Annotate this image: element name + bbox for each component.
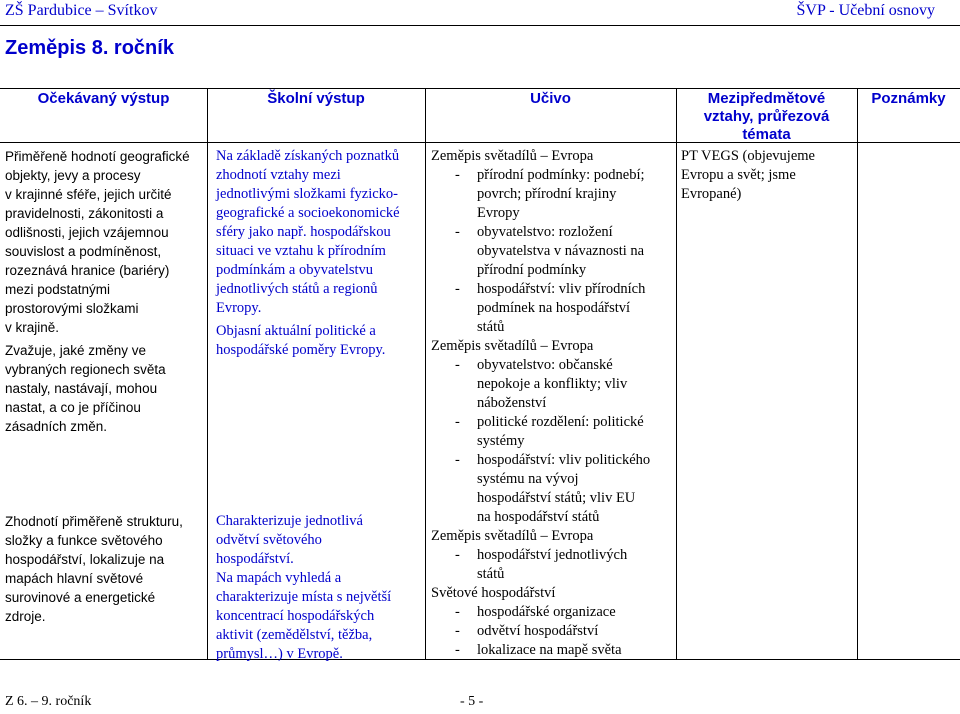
list-item: obyvatelstvo: rozložení bbox=[477, 224, 613, 240]
cross-curricular-cell bbox=[681, 147, 856, 204]
column-divider bbox=[857, 88, 858, 659]
text-line: odvětví světového bbox=[216, 532, 322, 548]
table-top-border bbox=[0, 88, 960, 89]
text-line: pravidelnosti, zákonitosti a bbox=[5, 206, 164, 221]
text-line: vybraných regionech světa bbox=[5, 362, 166, 377]
school-output-cell bbox=[216, 512, 424, 664]
list-item: hospodářství: vliv přírodních bbox=[477, 281, 646, 297]
text-line: PT VEGS (objevujeme bbox=[681, 148, 815, 164]
text-line: Zvažuje, jaké změny ve bbox=[5, 343, 147, 358]
text-line: hospodářství, lokalizuje na bbox=[5, 552, 165, 567]
column-header-school-output: Školní výstup bbox=[267, 90, 365, 107]
column-header-curriculum: Učivo bbox=[530, 90, 571, 107]
text-line: zhodnotí vztahy mezi bbox=[216, 167, 341, 183]
text-line: Zhodnotí přiměřeně strukturu, bbox=[5, 514, 183, 529]
text-line: zdroje. bbox=[5, 609, 46, 624]
text-line: složky a funkce světového bbox=[5, 533, 163, 548]
text-line: Na základě získaných poznatků bbox=[216, 148, 400, 164]
list-item-cont: náboženství bbox=[477, 395, 547, 411]
expected-output-cell bbox=[5, 147, 205, 436]
curriculum-cell: Zeměpis světadílů – Evropa - přírodní podmínky: podnebí; povrch; přírodní krajiny Evropy - obyvatelstvo: rozložení obyvatelstva v návaznosti na přírodní podmínky - hospodářství: vliv přírodních podmínek na hospodářství států Zeměpis světadílů – Evropa - obyvatelstvo: občanské nepokoje a konflikty; vliv náboženství - politické rozdělení: politické systémy - hospodářství: vliv politického systému na vývoj hospodářství států; vliv EU na hospodářství států Zeměpis světadílů – Evropa - hospodářství jednotlivých států Světové hospodářství - hospodářské organizace - odvětví hospodářství - lokalizace na mapě světa bbox=[431, 147, 675, 660]
text-line: objekty, jevy a procesy bbox=[5, 168, 141, 183]
text-line: Charakterizuje jednotlivá bbox=[216, 513, 363, 529]
text-line: souvislost a podmíněnost, bbox=[5, 244, 162, 259]
text-line: nastat, a co je příčinou bbox=[5, 400, 141, 415]
text-line: aktivit (zemědělství, těžba, bbox=[216, 627, 373, 643]
text-line: surovinové a energetické bbox=[5, 590, 156, 605]
page-number: - 5 - bbox=[460, 694, 484, 709]
text-line: průmysl…) v Evropě. bbox=[216, 646, 343, 662]
text-line: Evropy. bbox=[216, 300, 262, 316]
list-item: politické rozdělení: politické bbox=[477, 414, 644, 430]
list-item-cont: hospodářství států; vliv EU bbox=[477, 490, 636, 506]
text-line: podmínkám a obyvatelstvu bbox=[216, 262, 374, 278]
text-line: mezi podstatnými bbox=[5, 282, 111, 297]
list-item: lokalizace na mapě světa bbox=[477, 642, 622, 658]
list-item-cont: systému na vývoj bbox=[477, 471, 579, 487]
list-item-cont: obyvatelstva v návaznosti na bbox=[477, 243, 645, 259]
section-title: Zeměpis světadílů – Evropa bbox=[431, 338, 594, 354]
column-header-notes: Poznámky bbox=[871, 90, 946, 107]
text-line: nastaly, nastávají, mohou bbox=[5, 381, 158, 396]
list-item: hospodářství: vliv politického bbox=[477, 452, 651, 468]
column-header-cross-curricular: Mezipředmětové vztahy, průřezová témata bbox=[703, 90, 830, 143]
list-item-cont: na hospodářství států bbox=[477, 509, 600, 525]
list-item-cont: nepokoje a konflikty; vliv bbox=[477, 376, 628, 392]
list-item-cont: Evropy bbox=[477, 205, 520, 221]
text-line: mapách hlavní světové bbox=[5, 571, 144, 586]
text-line: odlišnosti, jejich vzájemnou bbox=[5, 225, 169, 240]
list-item: hospodářské organizace bbox=[477, 604, 616, 620]
header-school: ZŠ Pardubice – Svítkov bbox=[5, 2, 158, 19]
text-line: v krajinné sféře, jejich určité bbox=[5, 187, 172, 202]
list-item: hospodářství jednotlivých bbox=[477, 547, 628, 563]
list-item-cont: podmínek na hospodářství bbox=[477, 300, 631, 316]
footer-grades: Z 6. – 9. ročník bbox=[5, 694, 92, 709]
text-line: zásadních změn. bbox=[5, 419, 108, 434]
section-title: Zeměpis světadílů – Evropa bbox=[431, 148, 594, 164]
text-line: Evropu a svět; jsme bbox=[681, 167, 796, 183]
list-item-cont: států bbox=[477, 319, 505, 335]
text-line: koncentrací hospodářských bbox=[216, 608, 375, 624]
text-line: Objasní aktuální politické a bbox=[216, 323, 376, 339]
text-line: jednotlivými složkami fyzicko- bbox=[216, 186, 399, 202]
text-line: Přiměřeně hodnotí geografické bbox=[5, 149, 190, 164]
column-divider bbox=[207, 88, 208, 659]
section-title: Světové hospodářství bbox=[431, 585, 556, 601]
column-divider bbox=[425, 88, 426, 659]
text-line: rozeznává hranice (bariéry) bbox=[5, 263, 170, 278]
list-item-cont: systémy bbox=[477, 433, 525, 449]
column-divider bbox=[676, 88, 677, 659]
list-item: obyvatelstvo: občanské bbox=[477, 357, 613, 373]
section-title: Zeměpis světadílů – Evropa bbox=[431, 528, 594, 544]
list-item: přírodní podmínky: podnebí; bbox=[477, 167, 645, 183]
text-line: Evropané) bbox=[681, 186, 742, 202]
text-line: hospodářství. bbox=[216, 551, 294, 567]
list-item-cont: přírodní podmínky bbox=[477, 262, 587, 278]
text-line: sféry jako např. hospodářskou bbox=[216, 224, 391, 240]
text-line: hospodářské poměry Evropy. bbox=[216, 342, 386, 358]
text-line: geografické a socioekonomické bbox=[216, 205, 400, 221]
list-item-cont: povrch; přírodní krajiny bbox=[477, 186, 617, 202]
text-line: Na mapách vyhledá a bbox=[216, 570, 342, 586]
list-item-cont: států bbox=[477, 566, 505, 582]
text-line: jednotlivých států a regionů bbox=[216, 281, 378, 297]
column-header-expected-output: Očekávaný výstup bbox=[37, 90, 170, 107]
expected-output-cell bbox=[5, 512, 205, 626]
header-divider bbox=[0, 25, 960, 26]
page-title: Zeměpis 8. ročník bbox=[5, 37, 174, 59]
text-line: situaci ve vztahu k přírodním bbox=[216, 243, 386, 259]
text-line: charakterizuje místa s největší bbox=[216, 589, 392, 605]
list-item: odvětví hospodářství bbox=[477, 623, 599, 639]
text-line: v krajině. bbox=[5, 320, 60, 335]
header-doc: ŠVP - Učební osnovy bbox=[796, 2, 935, 19]
text-line: prostorovými složkami bbox=[5, 301, 139, 316]
school-output-cell bbox=[216, 147, 424, 360]
